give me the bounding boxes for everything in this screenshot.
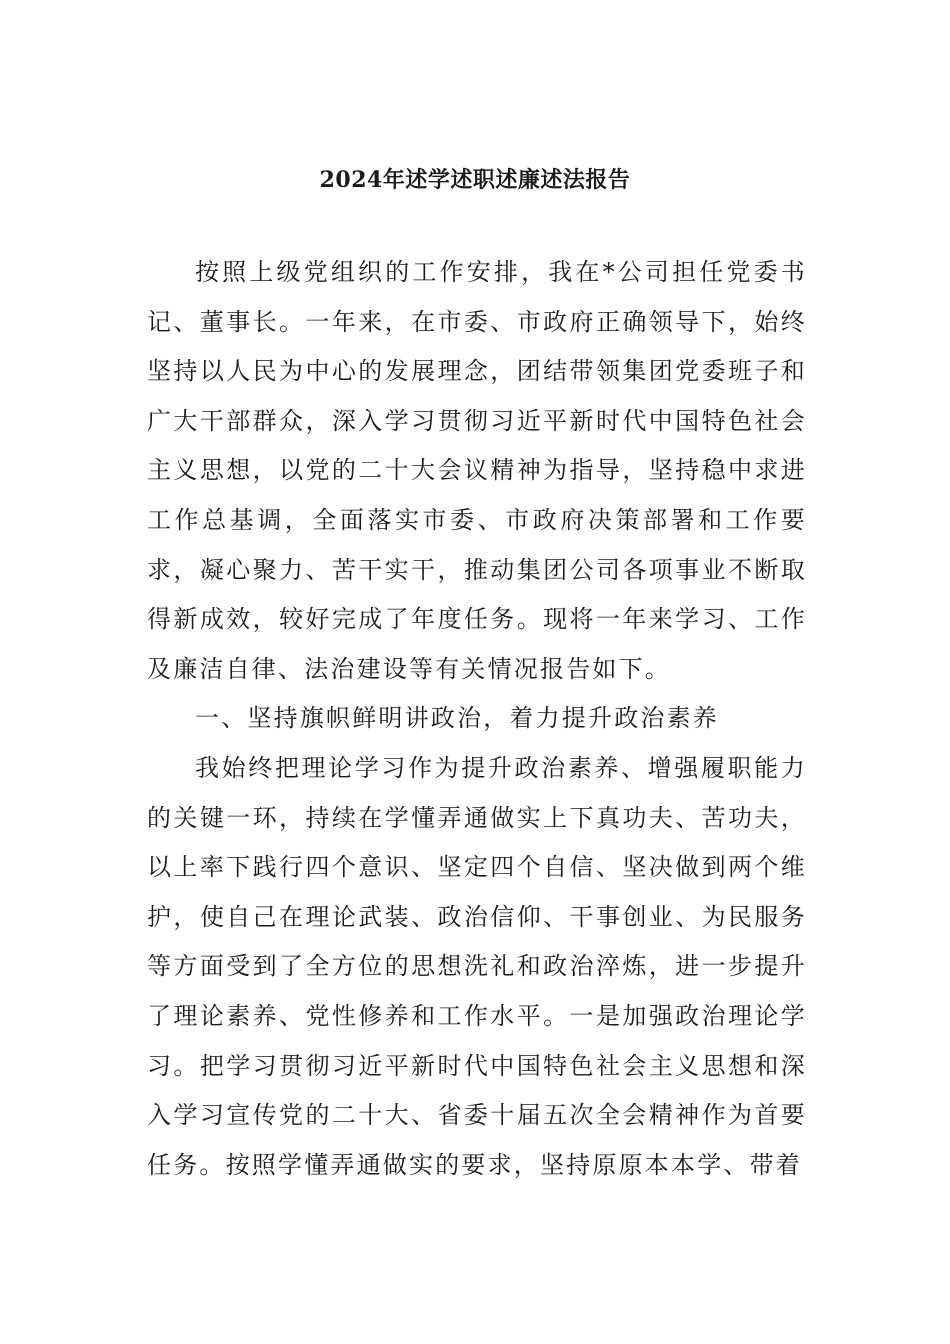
paragraph-section-1: 我始终把理论学习作为提升政治素养、增强履职能力的关键一环，持续在学懂弄通做实上下真功夫、苦功夫，以上率下践行四个意识、坚定四个自信、坚决做到两个维护，使自己在理论武装、政治信仰、干事创业、为民服务等方面受到了全方位的思想洗礼和政治淬炼，进一步提升了理论素养、党性修养和工作水平。一是加强政治理论学习。把学习贯彻习近平新时代中国特色社会主义思想和深入学习宣传党的二十大、省委十届五次全会精神作为首要任务。按照学懂弄通做实的要求，坚持原原本本学、带着: [147, 753, 807, 1179]
paragraph-intro: 按照上级党组织的工作安排，我在*公司担任党委书记、董事长。一年来，在市委、市政府正确领导下，始终坚持以人民为中心的发展理念，团结带领集团党委班子和广大干部群众，深入学习贯彻习近平新时代中国特色社会主义思想，以党的二十大会议精神为指导，坚持稳中求进工作总基调，全面落实市委、市政府决策部署和工作要求，凝心聚力、苦干实干，推动集团公司各项事业不断取得新成效，较好完成了年度任务。现将一年来学习、工作及廉洁自律、法治建设等有关情况报告如下。: [147, 258, 807, 683]
section-heading-1: 一、坚持旗帜鲜明讲政治，着力提升政治素养: [195, 704, 719, 733]
document-body: [147, 248, 807, 1190]
document-title: 2024年述学述职述廉述法报告: [319, 167, 631, 193]
